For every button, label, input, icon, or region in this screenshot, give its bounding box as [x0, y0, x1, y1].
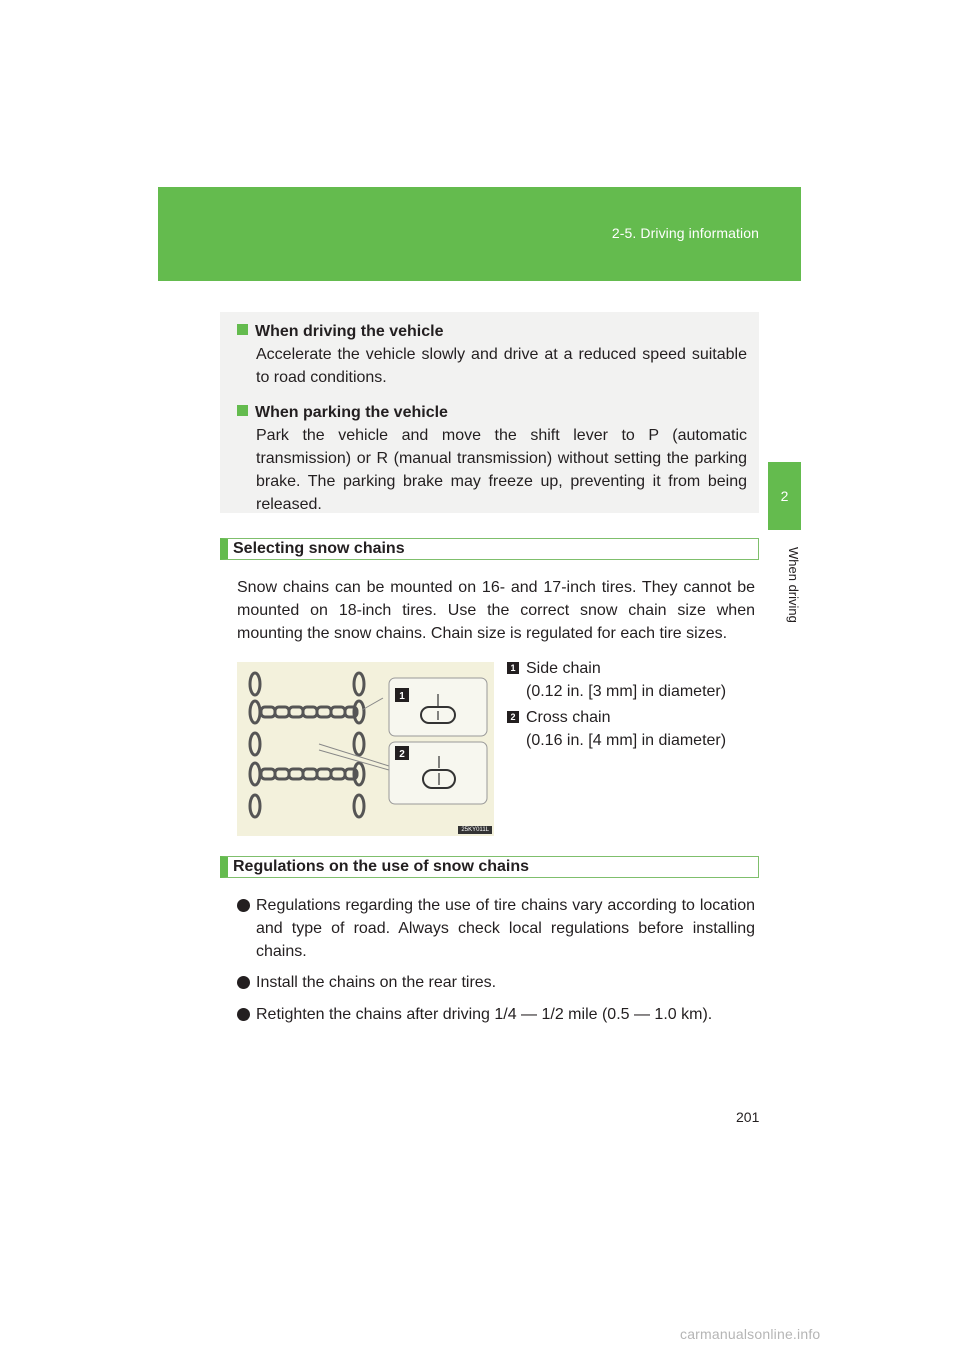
note-title: When driving the vehicle: [255, 323, 444, 340]
bullet-icon: [237, 1008, 250, 1021]
selecting-text: Snow chains can be mounted on 16- and 17-inch tires. They cannot be mounted on 18-inch tires. Use the correct snow chain size when mounting the snow chains. Chain size is regulated for each tire sizes.: [237, 579, 755, 642]
legend-name: Side chain: [526, 660, 601, 677]
callout-2: 2: [399, 749, 405, 760]
section-title: 2-5. Driving information: [611, 225, 759, 241]
snow-chain-figure: [237, 662, 494, 836]
legend-detail: (0.16 in. [4 mm] in diameter): [526, 732, 727, 749]
bullet-item: [237, 1003, 755, 1026]
square-bullet-icon: [237, 405, 248, 416]
chapter-label: When driving: [786, 547, 801, 623]
bullet-icon: [237, 976, 250, 989]
chapter-tab: 2: [768, 462, 801, 530]
bullet-icon: [237, 899, 250, 912]
note-title: When parking the vehicle: [255, 404, 448, 421]
header-band: [158, 187, 801, 281]
bullet-text: Install the chains on the rear tires.: [256, 974, 497, 991]
bullet-text: Regulations regarding the use of tire chains vary according to location and type of road. Always check local regulations before installing chains.: [256, 897, 755, 960]
page-number: 201: [736, 1109, 760, 1125]
chain-illustration: [237, 662, 494, 836]
legend-name: Cross chain: [526, 709, 611, 726]
heading-selecting: Selecting snow chains: [220, 538, 759, 560]
info-box: [220, 312, 759, 513]
bullet-text: Retighten the chains after driving 1/4 — 1/2 mile (0.5 — 1.0 km).: [256, 1006, 713, 1023]
legend-number: 2: [507, 711, 519, 723]
legend-number: 1: [507, 662, 519, 674]
note-text: Accelerate the vehicle slowly and drive at a reduced speed suitable to road conditions.: [256, 346, 747, 386]
bullet-item: [237, 894, 755, 963]
legend-cross-chain: [507, 706, 757, 752]
note-parking: [237, 402, 747, 516]
note-driving: [237, 321, 747, 389]
callout-1: 1: [399, 691, 405, 702]
heading-regulations: Regulations on the use of snow chains: [220, 856, 759, 878]
note-text: Park the vehicle and move the shift lever to P (automatic transmission) or R (manual transmission) without setting the parking brake. The parking brake may freeze up, preventing it from being released.: [256, 427, 747, 513]
legend-side-chain: [507, 657, 757, 703]
bullet-item: [237, 971, 755, 994]
legend-detail: (0.12 in. [3 mm] in diameter): [526, 683, 727, 700]
square-bullet-icon: [237, 324, 248, 335]
figure-code: 25KY011L: [458, 826, 492, 834]
watermark: carmanualsonline.info: [680, 1326, 821, 1342]
